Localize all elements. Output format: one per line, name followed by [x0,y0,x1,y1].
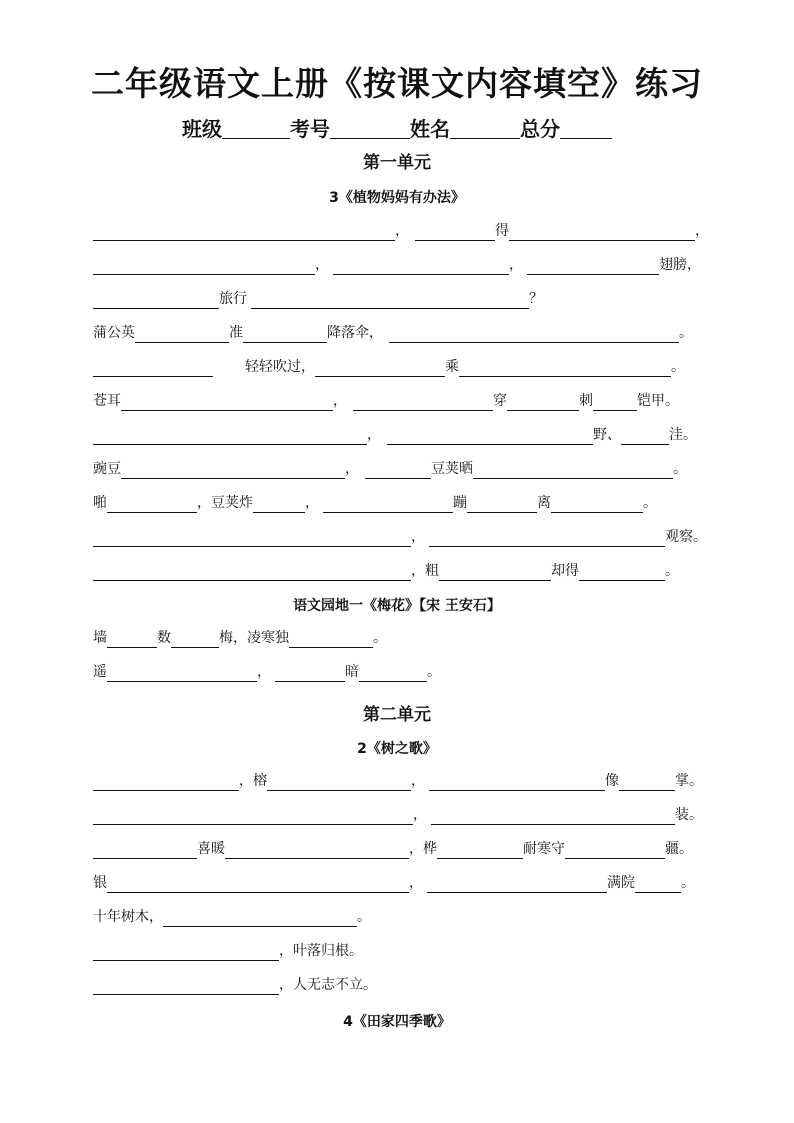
lesson-heading: 语文园地一《梅花》【宋 王安石】 [293,598,501,614]
text: 啪 [93,495,107,511]
fill-line [93,255,713,275]
number-label: 考号 [290,117,330,141]
text: ， [333,393,347,409]
lesson-heading: 4《田家四季歌》 [343,1014,451,1030]
text: ，榕 [239,773,267,789]
text: 离 [537,495,551,511]
text: ，豆荚炸 [197,495,253,511]
text: 数 [157,630,171,646]
blank[interactable] [389,328,679,343]
blank[interactable] [507,396,579,411]
text: 凌寒独 [247,630,289,646]
blank[interactable] [459,362,671,377]
name-label: 姓名 [410,117,450,141]
unit-heading: 第二单元 [363,705,431,725]
blank[interactable] [579,566,665,581]
text: ， [413,807,427,823]
text: 蒲公英 [93,325,135,341]
fill-line [93,493,713,513]
text: 野、 [593,427,621,443]
text: 银 [93,875,107,891]
blank[interactable] [415,226,495,241]
text: 十年树木， [93,909,163,925]
blank[interactable] [323,498,453,513]
blank[interactable] [593,396,637,411]
blank[interactable] [93,260,315,275]
fill-line [93,805,713,825]
text: 轻轻吹过， [245,359,315,375]
text: 像 [605,773,619,789]
text: 。 [643,495,657,511]
fill-line [93,391,713,411]
blank[interactable] [333,260,509,275]
text: ， [395,223,409,239]
fill-line [93,839,713,859]
blank[interactable] [439,566,551,581]
text: 。 [671,359,685,375]
text: 乘 [445,359,459,375]
text: 。 [673,461,687,477]
blank[interactable] [107,633,157,648]
blank[interactable] [93,566,411,581]
fill-line [93,907,713,927]
blank[interactable] [315,362,445,377]
text: ，桦 [409,841,437,857]
text: 旅行 [219,291,247,307]
text: 却得 [551,563,579,579]
blank[interactable] [467,498,537,513]
blank[interactable] [93,430,367,445]
text: 疆。 [665,841,693,857]
blank[interactable] [93,226,395,241]
text: 耐寒守 [523,841,565,857]
text: ， [345,461,359,477]
text: 得 [495,223,509,239]
student-info-row [0,113,794,142]
blank[interactable] [431,810,675,825]
fill-line [93,323,713,343]
fill-line [93,771,713,791]
fill-line [93,527,713,547]
blank[interactable] [551,498,643,513]
blank[interactable] [353,396,493,411]
text: 洼。 [669,427,697,443]
text: 满院 [607,875,635,891]
text: 梅， [219,630,247,646]
text: ，人无志不立。 [279,977,377,993]
blank[interactable] [93,810,413,825]
text: ， [315,257,329,273]
blank[interactable] [509,226,695,241]
blank[interactable] [225,844,409,859]
fill-line [93,873,713,893]
text: 。 [681,875,695,891]
fill-line [93,357,713,377]
blank[interactable] [93,980,279,995]
text: 遥 [93,664,107,680]
text: 蹦 [453,495,467,511]
number-field[interactable] [330,118,410,139]
text: ，粗 [411,563,439,579]
blank[interactable] [365,464,431,479]
blank[interactable] [251,294,529,309]
blank[interactable] [275,667,345,682]
fill-line [93,425,713,445]
blank[interactable] [135,328,229,343]
fill-line [93,289,713,309]
fill-line [93,628,713,648]
text: 墙 [93,630,107,646]
text: 喜暖 [197,841,225,857]
worksheet-title: 二年级语文上册《按课文内容填空》练习 [91,64,703,103]
blank[interactable] [121,464,345,479]
text: 。 [679,325,693,341]
blank[interactable] [387,430,593,445]
text: 掌。 [675,773,703,789]
lesson-heading: 2《树之歌》 [357,741,437,757]
blank[interactable] [473,464,673,479]
text: ， [695,223,709,239]
name-field[interactable] [450,118,520,139]
text: ？ [529,291,543,307]
blank[interactable] [427,878,607,893]
unit-heading: 第一单元 [363,153,431,173]
blank[interactable] [621,430,669,445]
fill-line [93,561,713,581]
text: 。 [373,630,387,646]
blank[interactable] [289,633,373,648]
blank[interactable] [107,667,257,682]
text: 暗 [345,664,359,680]
blank[interactable] [93,844,197,859]
text: 豆荚晒 [431,461,473,477]
blank[interactable] [171,633,219,648]
text: ， [257,664,271,680]
blank[interactable] [565,844,665,859]
text: ， [411,529,425,545]
text: 刺 [579,393,593,409]
lesson-heading: 3《植物妈妈有办法》 [329,190,465,206]
class-field[interactable] [222,118,290,139]
fill-line [93,941,713,961]
blank[interactable] [121,396,333,411]
text: 。 [665,563,679,579]
text: 。 [357,909,371,925]
text: 装。 [675,807,703,823]
blank[interactable] [93,362,213,377]
blank[interactable] [93,294,219,309]
fill-line [93,975,713,995]
blank[interactable] [163,912,357,927]
text: 。 [427,664,441,680]
blank[interactable] [93,532,411,547]
blank[interactable] [267,776,411,791]
text: 苍耳 [93,393,121,409]
fill-line [93,221,713,241]
blank[interactable] [437,844,523,859]
text: ， [305,495,319,511]
blank[interactable] [107,498,197,513]
text: 穿 [493,393,507,409]
blank[interactable] [635,878,681,893]
text: ， [411,773,425,789]
blank[interactable] [93,946,279,961]
text: 降落伞， [327,325,383,341]
blank[interactable] [107,878,409,893]
text: ， [509,257,523,273]
blank[interactable] [93,776,239,791]
blank[interactable] [253,498,305,513]
text: 准 [229,325,243,341]
fill-line [93,662,713,682]
text: 铠甲。 [637,393,679,409]
text: 豌豆 [93,461,121,477]
score-label: 总分 [520,117,560,141]
blank[interactable] [527,260,659,275]
blank[interactable] [429,532,665,547]
score-field[interactable] [560,118,612,139]
text: ， [409,875,423,891]
text: ， [367,427,381,443]
text: 观察。 [665,529,707,545]
fill-line [93,459,713,479]
class-label: 班级 [182,117,222,141]
text: ，叶落归根。 [279,943,363,959]
blank[interactable] [243,328,327,343]
blank[interactable] [429,776,605,791]
text: 翅膀， [659,257,701,273]
blank[interactable] [619,776,675,791]
blank[interactable] [359,667,427,682]
